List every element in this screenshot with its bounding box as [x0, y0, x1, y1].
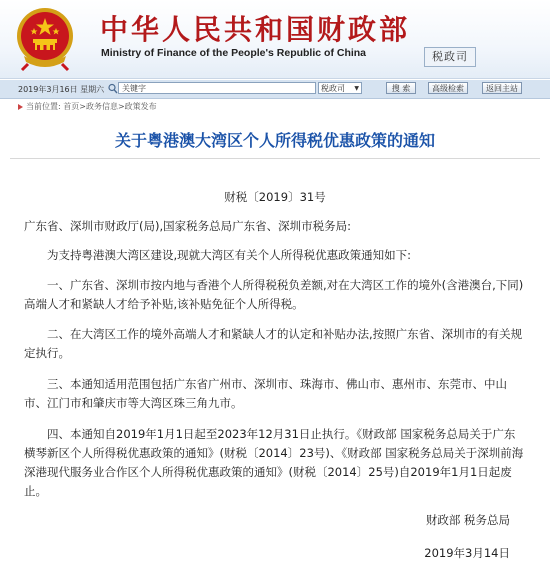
search-toolbar	[0, 80, 550, 99]
arrow-right-icon	[18, 104, 23, 110]
site-header	[0, 0, 550, 79]
national-emblem-icon	[14, 4, 76, 72]
document-number: 财税〔2019〕31号	[224, 190, 326, 204]
breadcrumb-path[interactable]: 首页>政务信息>政策发布	[63, 102, 157, 111]
clause-2: 二、在大湾区工作的境外高端人才和紧缺人才的认定和补贴办法,按照广东省、深圳市的有关规定执行。	[24, 327, 523, 360]
search-input[interactable]	[118, 82, 316, 94]
article-title: 关于粤港澳大湾区个人所得税优惠政策的通知	[114, 131, 435, 150]
return-home-button[interactable]: 返回主站	[482, 82, 522, 94]
department-badge[interactable]: 税政司	[424, 47, 476, 67]
scope-select-value: 税政司	[321, 84, 345, 93]
scope-select[interactable]	[318, 82, 362, 94]
issue-date: 2019年3月14日	[424, 546, 510, 560]
current-date: 2019年3月16日 星期六	[18, 85, 105, 94]
breadcrumb	[0, 100, 550, 113]
title-divider	[10, 158, 540, 159]
search-button[interactable]: 搜 索	[386, 82, 416, 94]
search-icon	[108, 83, 118, 94]
breadcrumb-prefix: 当前位置:	[26, 102, 61, 111]
signature: 财政部 税务总局	[425, 513, 510, 527]
advanced-search-button[interactable]: 高级检索	[428, 82, 468, 94]
site-title-en: Ministry of Finance of the People's Republic of China	[101, 47, 367, 59]
intro-paragraph: 为支持粤港澳大湾区建设,现就大湾区有关个人所得税优惠政策通知如下:	[47, 248, 412, 262]
site-title-cn: 中华人民共和国财政部	[100, 13, 411, 46]
addressee: 广东省、深圳市财政厅(局),国家税务总局广东省、深圳市税务局:	[24, 219, 351, 233]
clause-1: 一、广东省、深圳市按内地与香港个人所得税税负差额,对在大湾区工作的境外(含港澳台,下同)高端人才和紧缺人才给予补贴,该补贴免征个人所得税。	[24, 278, 524, 311]
clause-3: 三、本通知适用范围包括广东省广州市、深圳市、珠海市、佛山市、惠州市、东莞市、中山市、江门市和肇庆市等大湾区珠三角九市。	[24, 377, 507, 410]
clause-4: 四、本通知自2019年1月1日起至2023年12月31日止执行。《财政部 国家税务总局关于广东横琴新区个人所得税优惠政策的通知》(财税〔2014〕23号)、《财政部 国家税务总局关于深圳前海深港现代服务业合作区个人所得税优惠政策的通知》(财税〔2014〕25号)自2019年1月1日起废止。	[24, 427, 524, 498]
chevron-down-icon: ▼	[354, 85, 359, 92]
